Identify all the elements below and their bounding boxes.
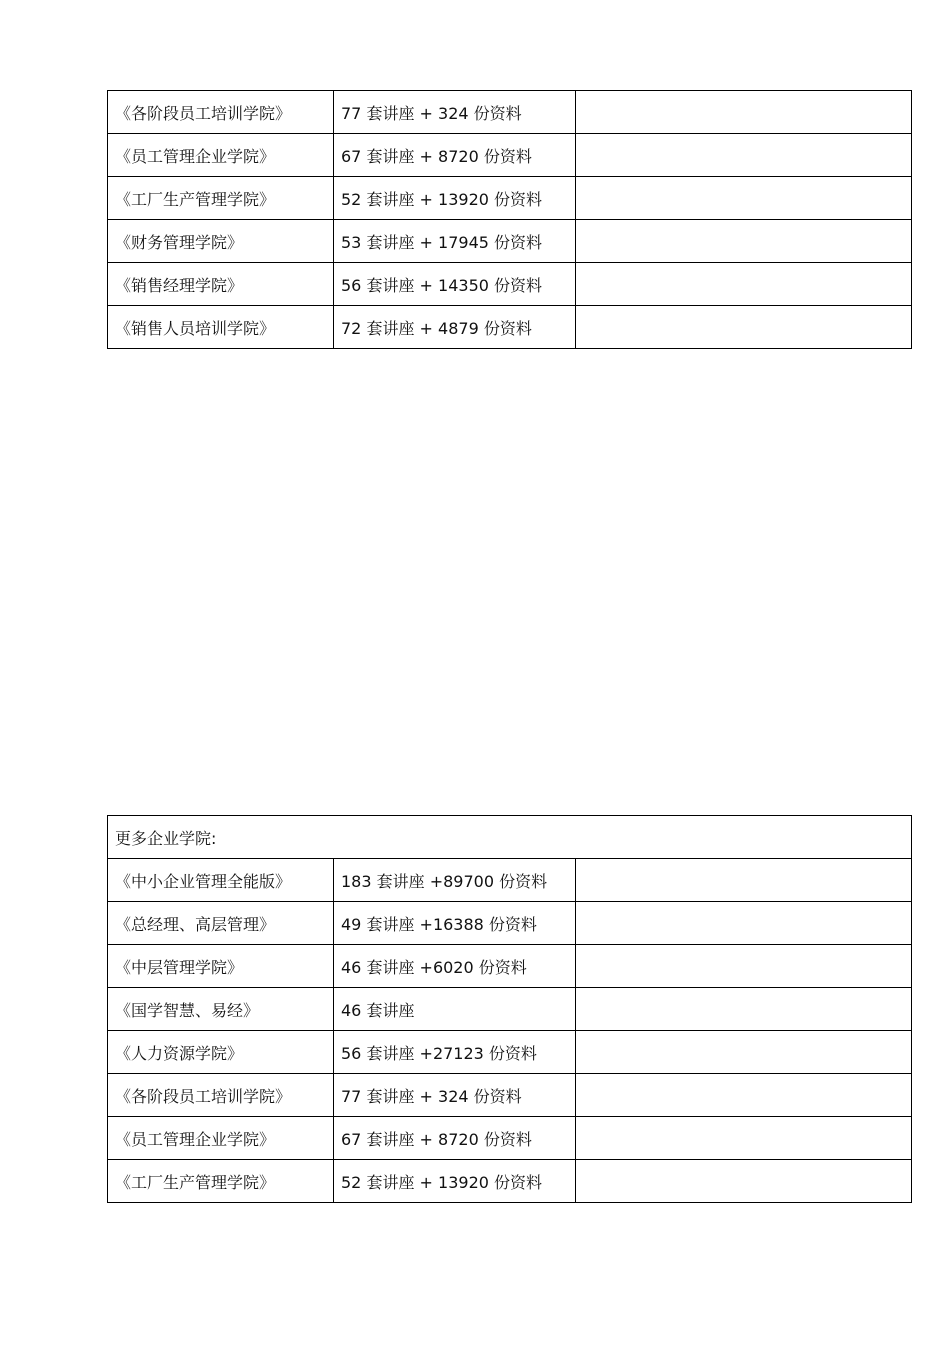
course-content-cell: 46 套讲座 xyxy=(334,988,576,1031)
course-name-cell: 《财务管理学院》 xyxy=(108,220,334,263)
table-row xyxy=(108,988,912,1031)
course-content-cell: 56 套讲座 + 14350 份资料 xyxy=(334,263,576,306)
course-table-bottom xyxy=(107,815,912,1203)
course-content-cell: 77 套讲座 + 324 份资料 xyxy=(334,1074,576,1117)
course-content-cell: 183 套讲座 +89700 份资料 xyxy=(334,859,576,902)
empty-cell xyxy=(576,220,912,263)
course-name-cell: 《销售人员培训学院》 xyxy=(108,306,334,349)
table-header: 更多企业学院: xyxy=(108,816,912,859)
table-row xyxy=(108,1074,912,1117)
course-name-cell: 《人力资源学院》 xyxy=(108,1031,334,1074)
course-name-cell: 《各阶段员工培训学院》 xyxy=(108,1074,334,1117)
table-row xyxy=(108,306,912,349)
course-name-cell: 《总经理、高层管理》 xyxy=(108,902,334,945)
table-row xyxy=(108,1031,912,1074)
empty-cell xyxy=(576,1160,912,1203)
course-content-cell: 72 套讲座 + 4879 份资料 xyxy=(334,306,576,349)
course-content-cell: 52 套讲座 + 13920 份资料 xyxy=(334,1160,576,1203)
table-row xyxy=(108,177,912,220)
table-row xyxy=(108,859,912,902)
empty-cell xyxy=(576,263,912,306)
course-name-cell: 《员工管理企业学院》 xyxy=(108,134,334,177)
table-row xyxy=(108,1160,912,1203)
course-content-cell: 46 套讲座 +6020 份资料 xyxy=(334,945,576,988)
empty-cell xyxy=(576,1117,912,1160)
course-name-cell: 《员工管理企业学院》 xyxy=(108,1117,334,1160)
course-name-cell: 《中小企业管理全能版》 xyxy=(108,859,334,902)
table-row xyxy=(108,945,912,988)
course-content-cell: 53 套讲座 + 17945 份资料 xyxy=(334,220,576,263)
empty-cell xyxy=(576,859,912,902)
table-row xyxy=(108,263,912,306)
empty-cell xyxy=(576,177,912,220)
course-content-cell: 56 套讲座 +27123 份资料 xyxy=(334,1031,576,1074)
course-table-top xyxy=(107,90,912,349)
table-row xyxy=(108,1117,912,1160)
empty-cell xyxy=(576,1031,912,1074)
course-name-cell: 《国学智慧、易经》 xyxy=(108,988,334,1031)
course-content-cell: 49 套讲座 +16388 份资料 xyxy=(334,902,576,945)
table-row xyxy=(108,134,912,177)
table-row xyxy=(108,91,912,134)
course-content-cell: 67 套讲座 + 8720 份资料 xyxy=(334,134,576,177)
empty-cell xyxy=(576,134,912,177)
empty-cell xyxy=(576,945,912,988)
empty-cell xyxy=(576,902,912,945)
course-name-cell: 《各阶段员工培训学院》 xyxy=(108,91,334,134)
course-name-cell: 《中层管理学院》 xyxy=(108,945,334,988)
table-row xyxy=(108,902,912,945)
empty-cell xyxy=(576,1074,912,1117)
course-name-cell: 《销售经理学院》 xyxy=(108,263,334,306)
empty-cell xyxy=(576,91,912,134)
table-row xyxy=(108,220,912,263)
table-header-row xyxy=(108,816,912,859)
course-content-cell: 77 套讲座 + 324 份资料 xyxy=(334,91,576,134)
empty-cell xyxy=(576,988,912,1031)
course-name-cell: 《工厂生产管理学院》 xyxy=(108,1160,334,1203)
empty-cell xyxy=(576,306,912,349)
course-content-cell: 52 套讲座 + 13920 份资料 xyxy=(334,177,576,220)
course-name-cell: 《工厂生产管理学院》 xyxy=(108,177,334,220)
course-content-cell: 67 套讲座 + 8720 份资料 xyxy=(334,1117,576,1160)
